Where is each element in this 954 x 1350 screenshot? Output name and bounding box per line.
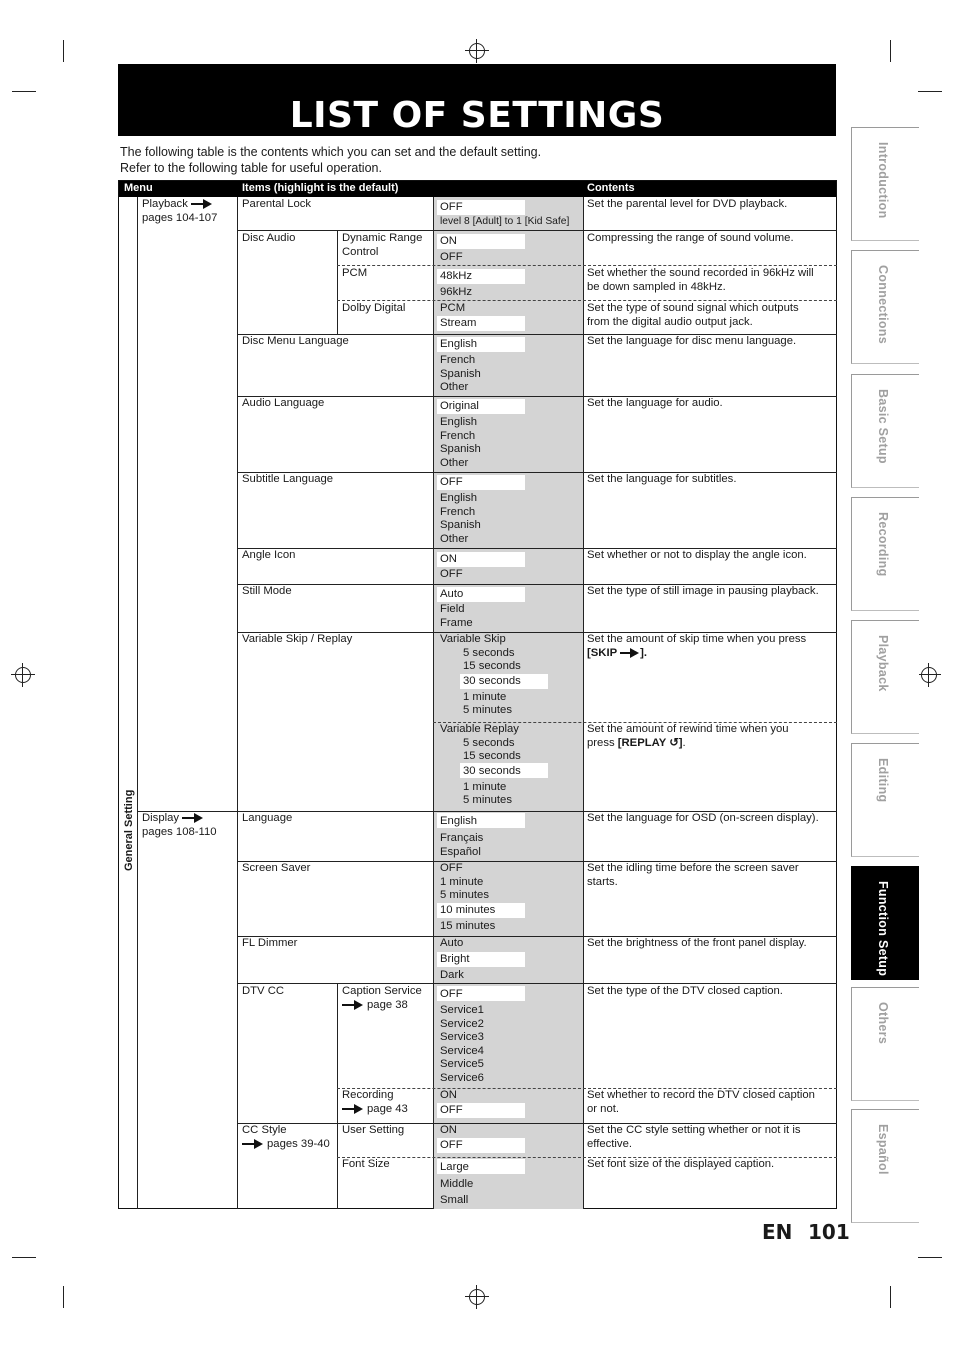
crop-mark <box>918 91 942 92</box>
row-divider <box>237 396 837 397</box>
option: French <box>440 354 476 366</box>
replay-button-label: [REPLAY ↺] <box>617 736 683 749</box>
content-line: or not. <box>587 1102 620 1115</box>
option: 5 seconds <box>463 736 515 749</box>
content-line: Set the type of sound signal which outputs <box>587 302 799 314</box>
option-list <box>440 1089 463 1118</box>
sub-item-name: Dolby Digital <box>342 302 406 314</box>
option: ON <box>440 1124 457 1136</box>
option: 10 minutes <box>440 904 496 917</box>
sub-item-name <box>342 985 422 1012</box>
option: 1 minute <box>463 780 507 793</box>
option: 5 minutes <box>463 794 512 807</box>
content-text <box>587 723 789 750</box>
sub-item-name <box>342 1089 408 1116</box>
option: Español <box>440 845 481 858</box>
item-name: Audio Language <box>242 397 325 409</box>
tab-introduction[interactable] <box>851 127 919 241</box>
group-label: General Setting <box>123 789 135 871</box>
option: Stream <box>440 317 477 329</box>
option-heading: Variable Skip <box>440 633 506 645</box>
header-menu: Menu <box>124 182 153 194</box>
option: OFF <box>440 862 463 874</box>
crop-mark <box>890 40 891 62</box>
content-line: Set whether the sound recorded in 96kHz will <box>587 267 814 279</box>
sub-item-line: Dynamic Range <box>342 232 423 244</box>
option-list <box>440 937 470 983</box>
option-list <box>440 338 481 395</box>
option: French <box>440 505 476 518</box>
option: 30 seconds <box>463 674 521 687</box>
option: OFF <box>440 201 463 213</box>
menu-playback <box>142 198 217 225</box>
content-text: Set the brightness of the front panel display. <box>587 937 807 949</box>
column-divider <box>137 197 138 1209</box>
sub-item-name <box>342 232 422 259</box>
content-text: Set the language for subtitles. <box>587 473 737 485</box>
option: Service4 <box>440 1044 484 1057</box>
intro-line: The following table is the contents which you can set and the default setting. <box>120 145 542 159</box>
content-line: . <box>682 736 686 749</box>
option: 96kHz <box>440 286 473 298</box>
option-list <box>440 588 473 630</box>
option: Spanish <box>440 519 481 532</box>
column-divider <box>237 197 238 1209</box>
option-heading: Variable Replay <box>440 723 519 735</box>
content-text <box>587 267 814 294</box>
option: Frame <box>440 616 473 629</box>
option: Bright <box>440 953 470 965</box>
arrow-icon <box>242 1139 264 1149</box>
content-line: Set the idling time before the screen saver <box>587 862 799 874</box>
content-line: Set the amount of rewind time when you <box>587 723 789 735</box>
content-text <box>587 1124 800 1151</box>
item-name: Disc Menu Language <box>242 335 349 347</box>
option: ON <box>440 1089 457 1101</box>
option: Other <box>440 381 469 394</box>
content-line: Set whether to record the DTV closed caption <box>587 1089 815 1101</box>
sub-item-name: User Setting <box>342 1124 405 1136</box>
tab-label: Others <box>876 1002 890 1045</box>
content-text <box>587 862 799 889</box>
column-divider <box>433 197 434 1209</box>
option: 15 seconds <box>463 660 521 673</box>
option: level 8 [Adult] to 1 [Kid Safe] <box>440 215 570 227</box>
option: English <box>440 338 478 350</box>
crop-mark <box>63 40 64 62</box>
tab-others[interactable] <box>851 987 919 1101</box>
option: Service1 <box>440 1004 484 1016</box>
option: OFF <box>440 476 463 488</box>
menu-pages: pages 104-107 <box>142 211 218 224</box>
content-line: Set the CC style setting whether or not it is <box>587 1124 801 1136</box>
content-line: starts. <box>587 875 618 888</box>
tab-label: Introduction <box>876 142 890 219</box>
option: Service5 <box>440 1058 484 1071</box>
tab-label: Español <box>876 1124 890 1175</box>
crop-mark <box>890 1286 891 1308</box>
option: Other <box>440 532 469 545</box>
option: Service3 <box>440 1031 484 1044</box>
settings-table <box>118 180 837 1209</box>
option-list <box>440 476 481 546</box>
content-text <box>587 633 806 660</box>
tab-label: Connections <box>876 265 890 344</box>
item-name: Variable Skip / Replay <box>242 633 353 645</box>
arrow-icon <box>191 199 213 209</box>
content-line: ]. <box>640 646 648 659</box>
page-ref: pages 39-40 <box>267 1137 330 1150</box>
arrow-icon <box>342 1000 364 1010</box>
option-list <box>440 723 521 808</box>
page-ref: page 38 <box>367 998 408 1011</box>
option-list <box>440 1124 463 1153</box>
option: 48kHz <box>440 270 473 282</box>
item-name: Language <box>242 812 293 824</box>
option: Spanish <box>440 367 481 380</box>
content-text <box>587 302 799 329</box>
option: OFF <box>440 988 463 1000</box>
option: Original <box>440 400 479 412</box>
row-divider <box>237 230 837 231</box>
registration-mark-icon <box>469 43 485 59</box>
tab-editing[interactable] <box>851 743 919 857</box>
option-list <box>440 633 521 718</box>
option: Large <box>440 1161 469 1173</box>
tab-label: Recording <box>876 512 890 577</box>
option: 1 minute <box>440 875 484 888</box>
tab-recording[interactable] <box>851 497 919 611</box>
arrow-icon <box>182 813 204 823</box>
sub-item-name: Font Size <box>342 1158 390 1170</box>
page-title: LIST OF SETTINGS <box>118 64 836 136</box>
row-divider <box>237 983 837 984</box>
option: Service6 <box>440 1071 484 1084</box>
tab-function-setup[interactable] <box>851 866 919 980</box>
option: English <box>440 416 478 428</box>
item-name: FL Dimmer <box>242 937 298 949</box>
registration-mark-icon <box>921 667 937 683</box>
option-list <box>440 201 569 228</box>
column-divider <box>583 197 584 1209</box>
crop-mark <box>63 1286 64 1308</box>
content-text: Compressing the range of sound volume. <box>587 232 794 244</box>
option: Spanish <box>440 443 481 456</box>
option-list <box>440 235 463 265</box>
menu-display <box>142 812 217 839</box>
content-text: Set the type of the DTV closed caption. <box>587 985 783 997</box>
tab-label: Basic Setup <box>876 389 890 464</box>
intro-line: Refer to the following table for useful operation. <box>120 161 382 175</box>
crop-mark <box>12 1257 36 1258</box>
menu-pages: pages 108-110 <box>142 825 217 838</box>
content-text: Set the language for OSD (on-screen display). <box>587 812 819 824</box>
crop-mark <box>918 1257 942 1258</box>
option: Middle <box>440 1178 474 1190</box>
registration-mark-icon <box>15 667 31 683</box>
option: 5 minutes <box>440 889 489 902</box>
table-header <box>119 181 836 197</box>
option-list <box>440 302 476 331</box>
content-text: Set the language for disc menu language. <box>587 335 797 347</box>
content-text: Set the parental level for DVD playback. <box>587 198 788 210</box>
item-name: Still Mode <box>242 585 292 597</box>
content-line: press <box>587 736 618 749</box>
item-line: CC Style <box>242 1124 287 1136</box>
tab-espanol[interactable] <box>851 1109 919 1223</box>
option: English <box>440 815 478 827</box>
item-name <box>242 1124 330 1151</box>
option: Field <box>440 603 465 615</box>
item-name: Parental Lock <box>242 198 312 210</box>
skip-arrow-icon <box>620 648 640 658</box>
option-list <box>440 553 463 582</box>
option: ON <box>440 553 457 565</box>
content-line: Set the amount of skip time when you press <box>587 633 807 645</box>
menu-label: Display <box>142 812 180 824</box>
item-name: Subtitle Language <box>242 473 334 485</box>
tab-connections[interactable] <box>851 250 919 364</box>
option: English <box>440 492 478 504</box>
option: 5 minutes <box>463 704 512 717</box>
option: PCM <box>440 302 466 314</box>
option: Français <box>440 832 484 844</box>
arrow-icon <box>342 1104 364 1114</box>
item-name: DTV CC <box>242 985 285 997</box>
option: 30 seconds <box>463 764 521 777</box>
content-line: [SKIP <box>587 646 618 659</box>
content-line: be down sampled in 48kHz. <box>587 280 726 293</box>
option-list <box>440 400 481 470</box>
option-list <box>440 988 484 1086</box>
option: OFF <box>440 251 463 263</box>
content-text: Set the type of still image in pausing playback. <box>587 585 819 597</box>
option: 15 minutes <box>440 920 496 933</box>
header-contents: Contents <box>587 182 635 194</box>
option: OFF <box>440 1104 463 1116</box>
option-list <box>440 815 483 859</box>
tab-label: Editing <box>876 758 890 803</box>
option: Small <box>440 1194 469 1206</box>
page-ref: page 43 <box>367 1102 408 1115</box>
option: Other <box>440 456 469 469</box>
option: 1 minute <box>463 690 507 703</box>
option: 15 seconds <box>463 750 521 763</box>
tab-label: Function Setup <box>876 881 890 977</box>
row-divider <box>337 300 837 301</box>
content-line: effective. <box>587 1137 633 1150</box>
page-language: EN <box>762 1220 793 1244</box>
option: OFF <box>440 568 463 580</box>
row-divider <box>337 265 837 266</box>
option: French <box>440 429 476 442</box>
page-number: 101 <box>808 1220 850 1244</box>
content-text: Set font size of the displayed caption. <box>587 1158 775 1170</box>
sub-item-line: Control <box>342 245 379 258</box>
crop-mark <box>12 91 36 92</box>
sub-item-line: Recording <box>342 1089 394 1101</box>
registration-mark-icon <box>469 1289 485 1305</box>
sub-item-line: Caption Service <box>342 985 422 997</box>
tab-label: Playback <box>876 635 890 692</box>
item-name: Disc Audio <box>242 232 296 244</box>
intro-text <box>120 144 541 176</box>
option: Auto <box>440 588 464 600</box>
content-line: from the digital audio output jack. <box>587 315 753 328</box>
sub-item-name: PCM <box>342 267 368 279</box>
option: Auto <box>440 937 464 949</box>
content-text: Set whether or not to display the angle icon. <box>587 549 807 561</box>
option-list <box>440 862 495 934</box>
content-text <box>587 1089 815 1116</box>
option: ON <box>440 235 457 247</box>
column-divider <box>337 983 338 1209</box>
option-list <box>440 270 472 300</box>
column-divider <box>337 230 338 334</box>
header-items: Items (highlight is the default) <box>242 182 399 194</box>
tab-playback[interactable] <box>851 620 919 734</box>
item-name: Angle Icon <box>242 549 296 561</box>
content-text: Set the language for audio. <box>587 397 723 409</box>
menu-label: Playback <box>142 198 188 210</box>
option: Dark <box>440 969 464 981</box>
option-list <box>440 1161 473 1208</box>
option: 5 seconds <box>463 646 515 659</box>
option: Service2 <box>440 1017 484 1030</box>
option: OFF <box>440 1139 463 1151</box>
tab-basic-setup[interactable] <box>851 374 919 488</box>
item-name: Screen Saver <box>242 862 311 874</box>
